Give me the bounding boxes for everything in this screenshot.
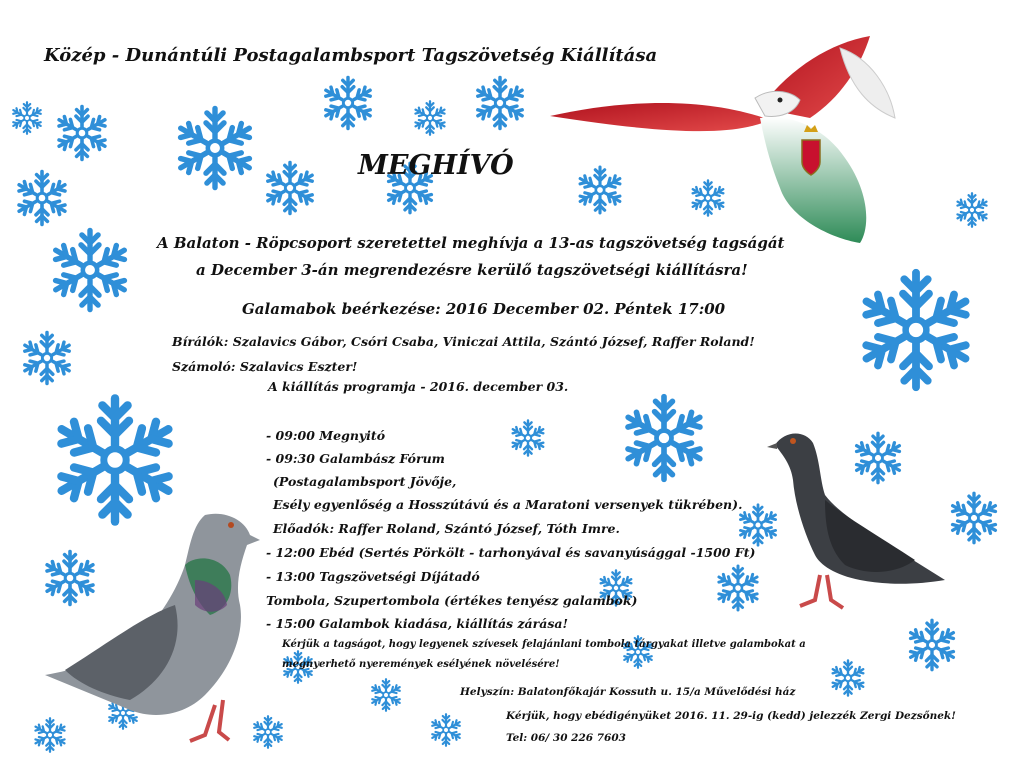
- program-item: Előadók: Raffer Roland, Szántó József, Tóth Imre.: [273, 521, 620, 536]
- snowflake-icon: [946, 490, 1002, 546]
- program-item: Esély egyenlőség a Hosszútávú és a Maratoni versenyek tükrében).: [273, 497, 743, 512]
- pigeon-icon: [35, 495, 265, 750]
- snowflake-icon: [828, 658, 868, 698]
- request-note: megnyerhető nyeremények esélyének növelésére!: [282, 659, 560, 670]
- judges-info: Bírálók: Szalavics Gábor, Csóri Csaba, Viniczai Attila, Szántó József, Raffer Roland!: [172, 334, 755, 349]
- program-item: (Postagalambsport Jövője,: [273, 474, 457, 489]
- program-item: - 13:00 Tagszövetségi Díjátadó: [266, 569, 480, 584]
- snowflake-icon: [428, 712, 464, 748]
- counter-info: Számoló: Szalavics Eszter!: [172, 359, 358, 374]
- intro-line: A Balaton - Röpcsoport szeretettel meghívja a 13-as tagszövetség tagságát: [157, 234, 785, 252]
- heading: MEGHÍVÓ: [358, 150, 514, 181]
- pigeon-icon: [765, 425, 950, 620]
- program-item: - 12:00 Ebéd (Sertés Pörkölt - tarhonyával és savanyúsággal -1500 Ft): [266, 545, 756, 560]
- snowflake-icon: [368, 677, 404, 713]
- arrival-info: Galamabok beérkezése: 2016 December 02. Péntek 17:00: [242, 300, 726, 318]
- program-item: - 15:00 Galambok kiadása, kiállítás zárása!: [266, 616, 568, 631]
- snowflake-icon: [617, 391, 711, 485]
- phone-info: Tel: 06/ 30 226 7603: [506, 732, 626, 744]
- program-item: - 09:30 Galambász Fórum: [266, 451, 445, 466]
- snowflake-icon: [261, 159, 319, 217]
- intro-line: a December 3-án megrendezésre kerülő tagszövetségi kiállításra!: [196, 261, 748, 279]
- program-item: Tombola, Szupertombola (értékes tenyész galambok): [266, 593, 638, 608]
- snowflake-icon: [713, 563, 763, 613]
- snowflake-icon: [953, 191, 991, 229]
- program-title: A kiállítás programja - 2016. december 03.: [268, 379, 569, 394]
- venue-info: Helyszín: Balatonfőkajár Kossuth u. 15/a Művelődési ház: [460, 686, 796, 698]
- snowflake-icon: [851, 265, 981, 395]
- snowflake-icon: [471, 74, 529, 132]
- snowflake-icon: [52, 103, 112, 163]
- snowflake-icon: [9, 100, 45, 136]
- snowflake-icon: [12, 168, 72, 228]
- snowflake-icon: [170, 103, 260, 193]
- snowflake-icon: [319, 74, 377, 132]
- snowflake-icon: [18, 329, 76, 387]
- lunch-note: Kérjük, hogy ebédigényüket 2016. 11. 29-ig (kedd) jelezzék Zergi Dezsőnek!: [506, 710, 956, 722]
- request-note: Kérjük a tagságot, hogy legyenek szívesek felajánlani tombola tárgyakat illetve galambokat a: [282, 639, 806, 650]
- snowflake-icon: [45, 225, 135, 315]
- snowflake-icon: [411, 99, 449, 137]
- program-item: - 09:00 Megnyitó: [266, 428, 386, 443]
- snowflake-icon: [904, 617, 960, 673]
- snowflake-icon: [508, 418, 548, 458]
- page-title: Közép - Dunántúli Postagalambsport Tagszövetség Kiállítása: [44, 45, 658, 66]
